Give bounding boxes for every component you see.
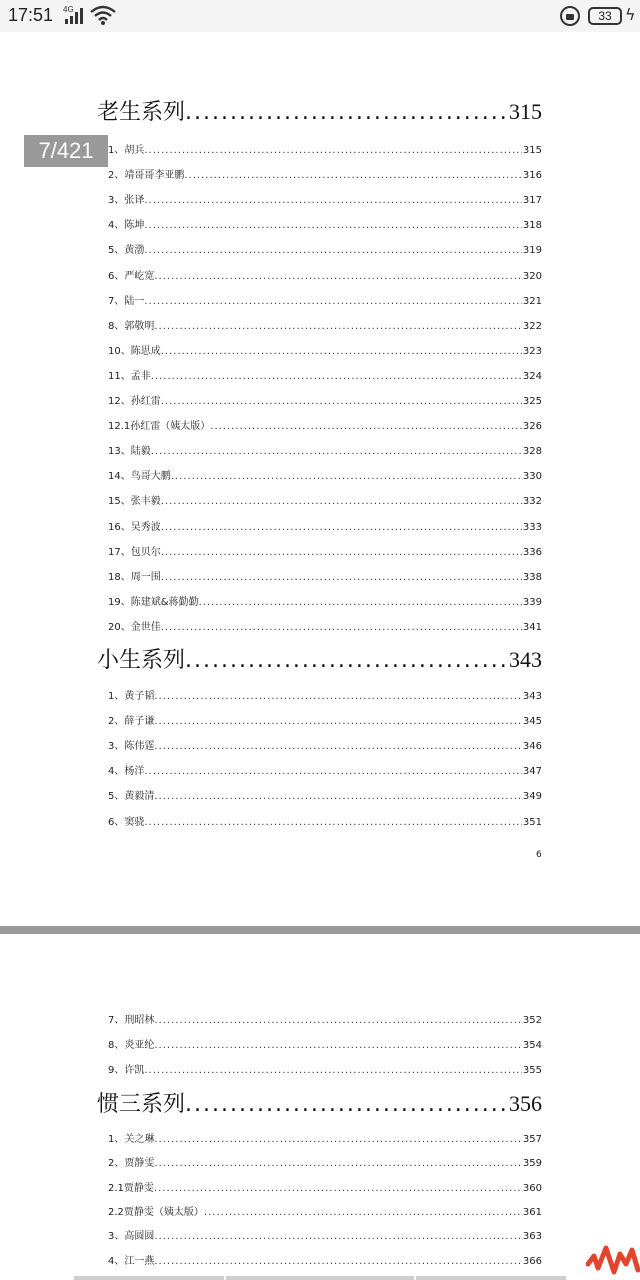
wifi-icon [90, 4, 116, 26]
toc-entry-page: 354 [522, 1040, 542, 1052]
toc-leader-dots [184, 169, 522, 183]
toc-entry-label: 12.1孙红雷（姨太版） [108, 421, 211, 433]
toc-leader-dots [154, 690, 522, 704]
toc-entry-page: 339 [522, 596, 542, 608]
toc-leader-dots [144, 816, 522, 830]
toc-entry-label: 6、窦骁 [108, 816, 145, 828]
toc-entry[interactable] [108, 740, 542, 754]
toc-leader-dots [144, 1064, 522, 1078]
toc-entry-page: 324 [522, 370, 542, 382]
toc-entry-page: 355 [522, 1065, 542, 1077]
toc-entry[interactable] [108, 244, 542, 258]
toc-entry[interactable] [108, 1206, 542, 1220]
status-bar [0, 0, 640, 32]
toc-entry-label: 20、金世佳 [108, 621, 161, 633]
toc-entry-page: 360 [522, 1182, 542, 1194]
toc-entry-page: 323 [522, 345, 542, 357]
toc-section-heading[interactable] [97, 646, 542, 675]
toc-entry-label: 1、黄子韬 [108, 691, 155, 702]
toc-entry[interactable] [108, 1182, 542, 1196]
toc-entry[interactable] [108, 1230, 542, 1244]
toc-entry-label: 2、薛子谦 [108, 716, 155, 728]
section-title: 老生系列 [97, 100, 186, 125]
toc-entry-label: 17、包贝尔 [108, 546, 161, 558]
toc-entry-page: 366 [522, 1255, 542, 1267]
toc-entry-page: 352 [522, 1015, 542, 1026]
toc-leader-dots [144, 244, 522, 258]
toc-entry-label: 15、张丰毅 [108, 496, 161, 508]
toc-entry[interactable] [108, 370, 542, 384]
toc-entry[interactable] [108, 690, 542, 704]
toc-entry-page: 326 [522, 421, 542, 433]
toc-entry-label: 5、黄毅清 [108, 791, 155, 803]
toc-entry-label: 2、靖哥哥李亚鹏 [108, 170, 185, 182]
toc-entry[interactable] [108, 816, 542, 830]
toc-entry[interactable] [108, 1039, 542, 1053]
toc-entry[interactable] [108, 144, 542, 158]
toc-entry[interactable] [108, 194, 542, 208]
toc-entry[interactable] [108, 596, 542, 610]
toc-entry[interactable] [108, 1064, 542, 1078]
section-page: 315 [509, 99, 542, 124]
toc-entry-page: 341 [522, 621, 542, 633]
toc-leader-dots [154, 1182, 522, 1196]
toc-entry[interactable] [108, 219, 542, 233]
toc-leader-dots [154, 1014, 522, 1028]
toc-entry-page: 349 [522, 791, 542, 803]
toc-entry-label: 8、郭敬明 [108, 320, 155, 332]
toc-entry-page: 330 [522, 471, 542, 483]
toc-entry-page: 328 [522, 446, 542, 458]
bottom-scroll-bar[interactable] [226, 1276, 414, 1280]
page-indicator: 7/421 [24, 135, 108, 167]
section-page: 356 [509, 1091, 542, 1116]
toc-entry[interactable] [108, 420, 542, 434]
toc-entry[interactable] [108, 1255, 542, 1269]
toc-leader-dots [161, 521, 522, 535]
toc-leader-dots [144, 295, 522, 309]
section-page: 343 [509, 647, 542, 672]
toc-entry[interactable] [108, 571, 542, 585]
toc-entry-label: 6、严屹宽 [108, 270, 155, 282]
toc-entry-page: 325 [522, 396, 542, 407]
toc-leader-dots [154, 1039, 522, 1053]
status-time: 17:51 [8, 5, 54, 25]
toc-leader-dots [154, 320, 522, 334]
toc-entry-label: 14、鸟哥大鹏 [108, 471, 171, 483]
toc-leader-dots [204, 1206, 522, 1220]
toc-entry-label: 2.2贾静雯（姨太版） [108, 1206, 204, 1218]
toc-entry-label: 18、周一围 [108, 571, 161, 583]
toc-leader-dots [154, 1230, 522, 1244]
toc-leader-dots [185, 99, 509, 127]
toc-leader-dots [171, 470, 522, 484]
toc-leader-dots [144, 194, 522, 208]
toc-leader-dots [154, 715, 522, 729]
toc-entry-page: 336 [522, 546, 542, 558]
toc-leader-dots [161, 621, 522, 635]
toc-leader-dots [144, 219, 522, 233]
bottom-scroll-bar[interactable] [74, 1276, 224, 1280]
toc-entry-label: 4、陈坤 [108, 220, 145, 232]
toc-entry[interactable] [108, 345, 542, 359]
toc-entry-label: 1、关之琳 [108, 1134, 155, 1145]
toc-entry-label: 13、陆毅 [108, 446, 151, 458]
toc-entry[interactable] [108, 790, 542, 804]
toc-entry-label: 7、刑昭林 [108, 1015, 155, 1026]
toc-entry[interactable] [108, 1014, 542, 1028]
toc-entry-label: 2.1贾静雯 [108, 1182, 154, 1194]
signal-icon [63, 6, 85, 26]
toc-section-heading[interactable] [97, 98, 542, 127]
toc-entry-page: 320 [522, 270, 542, 282]
toc-entry-page: 345 [522, 716, 542, 728]
toc-entry[interactable] [108, 470, 542, 484]
document-page-2 [0, 934, 640, 1280]
toc-leader-dots [154, 790, 522, 804]
charging-icon: ϟ [625, 5, 636, 24]
toc-leader-dots [154, 1255, 522, 1269]
toc-entry-page: 361 [522, 1206, 542, 1218]
network-type: 4G [63, 5, 74, 14]
toc-entry-page: 363 [522, 1231, 542, 1243]
toc-entry-page: 319 [522, 245, 542, 257]
toc-leader-dots [151, 445, 522, 459]
toc-leader-dots [161, 345, 522, 359]
toc-entry-label: 9、许凯 [108, 1065, 145, 1077]
toc-entry[interactable] [108, 546, 542, 560]
toc-entry[interactable] [108, 1133, 542, 1147]
toc-leader-dots [154, 740, 522, 754]
app-logo-icon[interactable] [586, 1242, 640, 1276]
bottom-scroll-bar[interactable] [416, 1276, 566, 1280]
toc-entry-label: 1、胡兵 [108, 145, 145, 156]
lock-icon [560, 6, 580, 26]
toc-entry-page: 322 [522, 320, 542, 332]
toc-entry[interactable] [108, 521, 542, 535]
toc-entry-page: 347 [522, 766, 542, 778]
toc-entry[interactable] [108, 765, 542, 779]
toc-entry-page: 351 [522, 816, 542, 828]
toc-entry-label: 10、陈思成 [108, 345, 161, 357]
toc-entry-label: 3、陈伟霆 [108, 741, 155, 753]
page-separator [0, 926, 640, 934]
section-title: 小生系列 [97, 648, 186, 673]
toc-entry[interactable] [108, 495, 542, 509]
toc-leader-dots [151, 370, 522, 384]
toc-entry[interactable] [108, 1157, 542, 1171]
toc-entry-label: 2、贾静雯 [108, 1158, 155, 1170]
section-title: 惯三系列 [97, 1092, 186, 1117]
toc-entry-label: 16、吴秀波 [108, 521, 161, 533]
toc-entry-page: 317 [522, 195, 542, 207]
toc-entry-label: 7、陆一 [108, 295, 145, 307]
toc-leader-dots [185, 1091, 509, 1119]
toc-leader-dots [161, 571, 522, 585]
toc-entry-page: 315 [522, 145, 542, 156]
toc-entry-label: 4、杨洋 [108, 766, 145, 778]
toc-leader-dots [154, 270, 522, 284]
toc-entry-label: 11、孟非 [108, 370, 151, 382]
toc-entry-label: 5、黄渤 [108, 245, 145, 257]
toc-entry-label: 19、陈建斌&蒋勤勤 [108, 596, 199, 608]
toc-leader-dots [154, 1157, 522, 1171]
toc-leader-dots [210, 420, 522, 434]
toc-leader-dots [161, 546, 522, 560]
page-number: 6 [536, 850, 542, 860]
toc-leader-dots [199, 596, 522, 610]
battery-icon: 33 [588, 7, 622, 25]
toc-leader-dots [161, 395, 522, 409]
toc-entry[interactable] [108, 270, 542, 284]
toc-entry-page: 346 [522, 741, 542, 753]
toc-entry-label: 12、孙红雷 [108, 396, 161, 407]
toc-leader-dots [161, 495, 522, 509]
toc-entry[interactable] [108, 320, 542, 334]
toc-entry-page: 338 [522, 571, 542, 583]
toc-leader-dots [144, 144, 522, 158]
toc-entry[interactable] [108, 395, 542, 409]
toc-leader-dots [154, 1133, 522, 1147]
toc-entry-page: 332 [522, 496, 542, 508]
toc-entry-label: 4、江一燕 [108, 1255, 155, 1267]
toc-entry[interactable] [108, 715, 542, 729]
toc-entry-page: 343 [522, 691, 542, 702]
toc-entry-label: 3、张译 [108, 195, 145, 207]
toc-entry-page: 321 [522, 295, 542, 307]
toc-entry[interactable] [108, 621, 542, 635]
toc-entry[interactable] [108, 169, 542, 183]
toc-entry-page: 357 [522, 1134, 542, 1145]
toc-entry[interactable] [108, 445, 542, 459]
toc-leader-dots [144, 765, 522, 779]
toc-entry[interactable] [108, 295, 542, 309]
toc-entry-page: 359 [522, 1158, 542, 1170]
toc-entry-label: 8、炎亚纶 [108, 1040, 155, 1052]
toc-entry-page: 316 [522, 170, 542, 182]
toc-entry-label: 3、高圆圆 [108, 1231, 155, 1243]
toc-entry-page: 318 [522, 220, 542, 232]
toc-leader-dots [185, 647, 509, 675]
toc-entry-page: 333 [522, 521, 542, 533]
toc-section-heading[interactable] [97, 1090, 542, 1119]
